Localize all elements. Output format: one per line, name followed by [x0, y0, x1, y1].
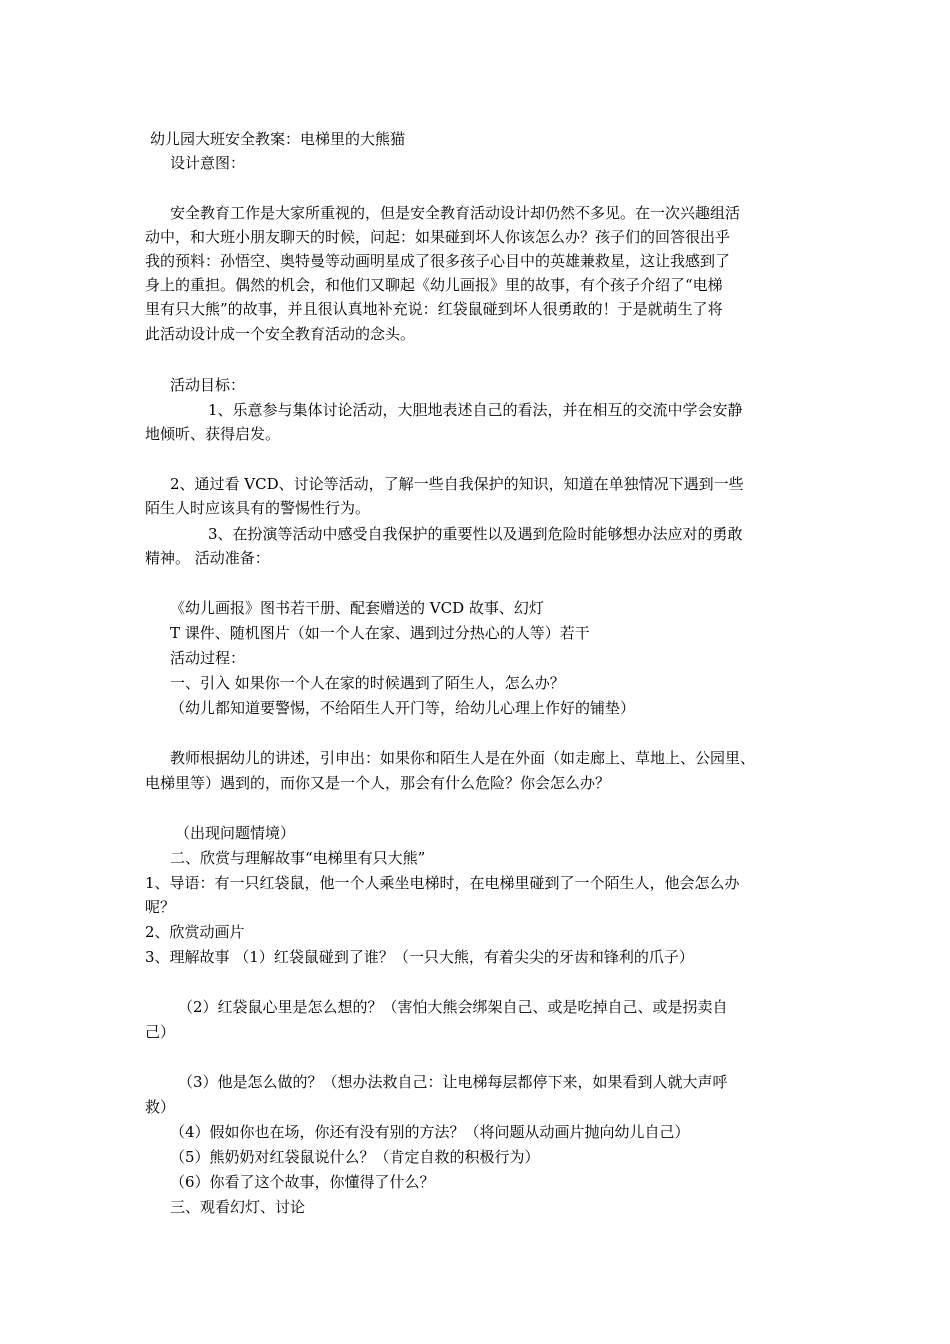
goals-heading: 活动目标： [170, 376, 246, 394]
intro-line: 此活动设计成一个安全教育活动的念头。 [145, 325, 416, 343]
prep-line: 《幼儿画报》图书若干册、配套赠送的 VCD 故事、幻灯 [170, 599, 544, 617]
question-2-cont: 己） [145, 1023, 176, 1041]
guide-line: 1、导语：有一只红袋鼠，他一个人乘坐电梯时，在电梯里碰到了一个陌生人，他会怎么办 [145, 874, 740, 892]
step-3: 三、观看幻灯、讨论 [170, 1198, 306, 1216]
teacher-line: 教师根据幼儿的讲述，引申出：如果你和陌生人是在外面（如走廊上、草地上、公园里、 [170, 749, 756, 767]
guide-line: 呢？ [145, 898, 176, 916]
process-heading: 活动过程： [170, 649, 246, 667]
intro-line: 里有只大熊”的故事，并且很认真地补充说：红袋鼠碰到坏人很勇敢的！于是就萌生了将 [145, 300, 723, 318]
question-5: （5）熊奶奶对红袋鼠说什么？（肯定自救的积极行为） [170, 1148, 540, 1166]
question-2: （2）红袋鼠心里是怎么想的？（害怕大熊会绑架自己、或是吃掉自己、或是拐卖自 [178, 998, 728, 1016]
goal-1: 1、乐意参与集体讨论活动，大胆地表述自己的看法，并在相互的交流中学会安静 [208, 401, 743, 419]
question-6: （6）你看了这个故事，你懂得了什么？ [170, 1173, 435, 1191]
goal-2: 2、通过看 VCD、讨论等活动，了解一些自我保护的知识，知道在单独情况下遇到一些 [170, 475, 744, 493]
prep-line: T 课件、随机图片（如一个人在家、遇到过分热心的人等）若干 [170, 624, 590, 642]
document-title: 幼儿园大班安全教案：电梯里的大熊猫 [150, 130, 406, 148]
intro-line: 动中，和大班小朋友聊天的时候，问起：如果碰到坏人你该怎么办？孩子们的回答很出乎 [145, 228, 731, 246]
understand-line: 3、理解故事 （1）红袋鼠碰到了谁？（一只大熊，有着尖尖的牙齿和锋利的爪子） [145, 948, 694, 966]
goal-3-cont: 精神。 活动准备： [145, 549, 270, 567]
design-heading: 设计意图： [170, 154, 246, 172]
step-2: 二、欣赏与理解故事“电梯里有只大熊” [170, 849, 426, 867]
question-4: （4）假如你也在场，你还有没有别的方法？（将问题从动画片抛向幼儿自己） [170, 1123, 690, 1141]
question-3-cont: 救） [145, 1098, 176, 1116]
question-3: （3）他是怎么做的？（想办法救自己：让电梯每层都停下来，如果看到人就大声呼 [178, 1073, 728, 1091]
watch-line: 2、欣赏动画片 [145, 923, 245, 941]
step-1: 一、引入 如果你一个人在家的时候遇到了陌生人，怎么办？ [170, 674, 565, 692]
goal-2-cont: 陌生人时应该具有的警惕性行为。 [145, 499, 371, 517]
goal-3: 3、在扮演等活动中感受自我保护的重要性以及遇到危险时能够想办法应对的勇敢 [208, 525, 743, 543]
goal-1-cont: 地倾听、获得启发。 [145, 425, 281, 443]
teacher-line: 电梯里等）遇到的，而你又是一个人，那会有什么危险？你会怎么办？ [145, 774, 611, 792]
intro-line: 身上的重担。偶然的机会，和他们又聊起《幼儿画报》里的故事，有个孩子介绍了“电梯 [145, 276, 723, 294]
situation-note: （出现问题情境） [175, 824, 296, 842]
step-1-note: （幼儿都知道要警惕，不给陌生人开门等，给幼儿心理上作好的铺垫） [170, 699, 636, 717]
intro-line: 安全教育工作是大家所重视的，但是安全教育活动设计却仍然不多见。在一次兴趣组活 [170, 204, 741, 222]
intro-line: 我的预料：孙悟空、奥特曼等动画明星成了很多孩子心目中的英雄兼救星，这让我感到了 [145, 252, 731, 270]
